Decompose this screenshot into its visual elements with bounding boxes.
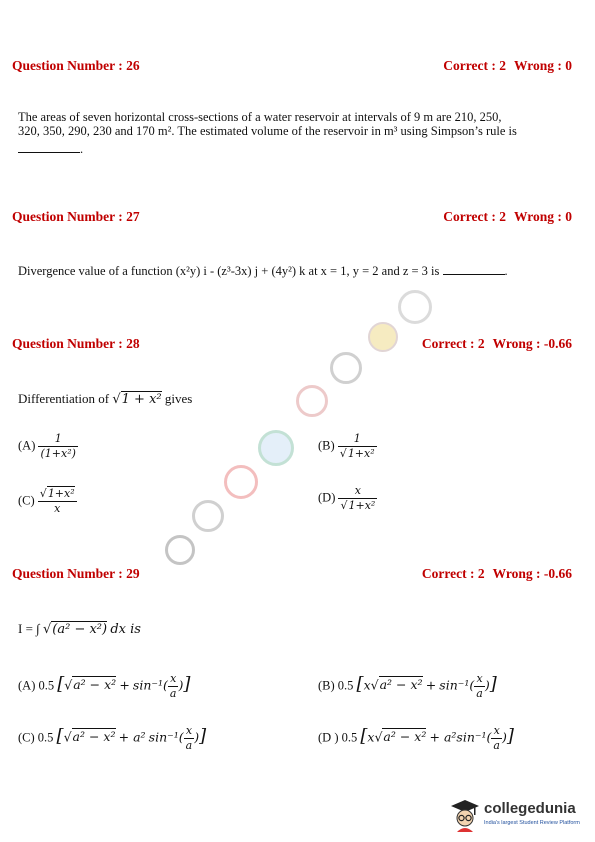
question-header xyxy=(12,58,572,74)
wrong-marks: Wrong : -0.66 xyxy=(492,566,572,581)
score-info xyxy=(443,209,572,225)
correct-marks: Correct : 2 xyxy=(443,58,506,73)
correct-marks: Correct : 2 xyxy=(421,336,485,351)
watermark-seal xyxy=(224,465,258,499)
watermark-seal xyxy=(192,500,224,532)
question-text: Differentiation of √1 + x² gives xyxy=(18,391,193,407)
question-number: Question Number : 27 xyxy=(12,209,140,224)
watermark-seal xyxy=(165,535,195,565)
question-header xyxy=(12,209,572,225)
option-a[interactable]: (A) 0.5 [√a² − x² + sin⁻¹( $\frac{x}{a}$ )] xyxy=(18,672,191,700)
question-header xyxy=(12,566,572,582)
question-text-line: Divergence value of a function (x²y) i - (z³-3x) j + (4y²) k at x = 1, y = 2 and z = 3 is xyxy=(18,264,440,278)
question-text: The areas of seven horizontal cross-sections of a water reservoir at intervals of 9 m are 210, 250, 320, 350, 290, 230 and 170 m². The estimated volume of the reservoir in m³ using Simpson’s rule is . xyxy=(18,110,578,156)
option-c[interactable]: (C) 0.5 [√a² − x² + a² sin⁻¹( $\frac{x}{a}$ )] xyxy=(18,724,207,752)
correct-marks: Correct : 2 xyxy=(443,209,506,224)
watermark-seal xyxy=(330,352,362,384)
option-d[interactable]: (D) $\frac{x}{\text{√1+x²}}$ xyxy=(318,484,376,512)
wrong-marks: Wrong : 0 xyxy=(513,209,572,224)
answer-blank xyxy=(18,142,80,153)
question-text-line: 320, 350, 290, 230 and 170 m². The estimated volume of the reservoir in m³ using Simpson’s rule is xyxy=(18,124,517,138)
question-number: Question Number : 28 xyxy=(12,336,140,351)
radicand: (a² − x²) xyxy=(52,622,108,637)
question-number: Question Number : 26 xyxy=(12,58,140,73)
score-info xyxy=(443,58,572,74)
graduate-icon xyxy=(450,798,480,834)
watermark-seal xyxy=(258,430,294,466)
score-info xyxy=(422,336,572,352)
watermark-seal xyxy=(398,290,432,324)
wrong-marks: Wrong : 0 xyxy=(513,58,572,73)
answer-blank xyxy=(443,264,505,275)
option-b[interactable]: (B) $\frac{1}{\text{√1+x²}}$ xyxy=(318,432,375,460)
option-a[interactable]: (A) $\frac{1}{\text{(1+x²)}}$ xyxy=(18,432,76,460)
question-text: I = ∫ √(a² − x²) dx is xyxy=(18,621,141,637)
option-d[interactable]: (D ) 0.5 [x√a² − x² + a²sin⁻¹( $\frac{x}{a}$ )] xyxy=(318,724,514,752)
wrong-marks: Wrong : -0.66 xyxy=(492,336,572,351)
correct-marks: Correct : 2 xyxy=(421,566,485,581)
option-c[interactable]: (C) $\frac{\text{√1+x²}}{x}$ xyxy=(18,487,75,515)
question-header xyxy=(12,336,572,352)
question-text: Divergence value of a function (x²y) i - (z³-3x) j + (4y²) k at x = 1, y = 2 and z = 3 is . xyxy=(18,264,508,278)
score-info xyxy=(422,566,572,582)
radicand: 1 + x² xyxy=(121,392,162,407)
option-b[interactable]: (B) 0.5 [x√a² − x² + sin⁻¹( $\frac{x}{a}$ )] xyxy=(318,672,497,700)
brand-name: collegedunia xyxy=(484,800,576,817)
question-text-line: The areas of seven horizontal cross-sections of a water reservoir at intervals of 9 m are 210, 250, xyxy=(18,110,502,124)
collegedunia-logo[interactable] xyxy=(450,798,590,838)
brand-tagline: India's largest Student Review Platform xyxy=(484,820,580,826)
question-number: Question Number : 29 xyxy=(12,566,140,581)
